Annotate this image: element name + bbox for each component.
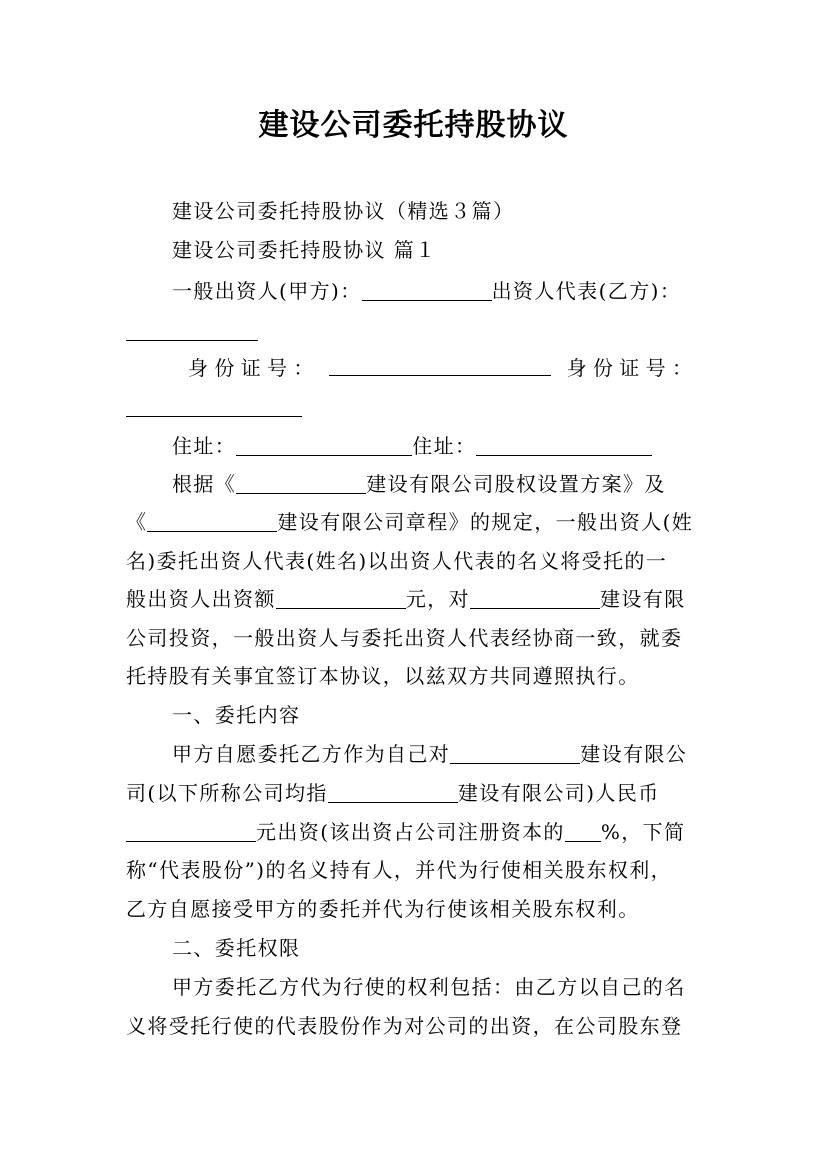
section2-line2: 义将受托行使的代表股份作为对公司的出资，在公司股东登 <box>126 1014 683 1038</box>
text: 般出资人出资额 <box>126 587 276 611</box>
blank <box>470 588 600 609</box>
para1-line1 <box>172 471 752 497</box>
blank <box>328 782 458 803</box>
address-b-blank <box>476 435 652 456</box>
text: %，下简 <box>600 820 686 844</box>
para1-line4 <box>126 586 706 612</box>
party-b-blank <box>126 320 258 341</box>
section1-line2 <box>126 780 706 806</box>
section1-heading: 一、委托内容 <box>172 703 301 727</box>
blank <box>450 743 580 764</box>
section1-line1 <box>172 741 752 767</box>
section2-heading: 二、委托权限 <box>172 936 301 960</box>
address-b-label: 住址： <box>412 434 477 458</box>
party-b-line <box>126 318 706 344</box>
address-a-blank <box>236 435 412 456</box>
blank <box>126 821 256 842</box>
address-line <box>172 433 752 459</box>
document-title: 建设公司委托持股协议 <box>258 108 569 143</box>
heading-line: 建设公司委托持股协议 篇１ <box>172 238 437 262</box>
party-line <box>172 278 752 304</box>
text: 建设有限公司)人民币 <box>457 781 660 805</box>
text: 元，对 <box>405 587 471 611</box>
id-label-b: 身 份 证 号 ： <box>566 356 692 380</box>
party-a-label: 一般出资人(甲方)： <box>172 279 362 303</box>
text: 建设有限 <box>600 587 686 611</box>
text: 甲方自愿委托乙方作为自己对 <box>172 742 451 766</box>
text: 元出资(该出资占公司注册资本的 <box>256 820 565 844</box>
id-b-line <box>126 394 706 420</box>
id-b-blank <box>126 396 302 417</box>
address-a-label: 住址： <box>172 434 237 458</box>
text: 根据《 <box>172 472 237 496</box>
id-line <box>188 355 692 381</box>
blank <box>276 588 406 609</box>
party-b-label: 出资人代表(乙方)： <box>491 279 682 303</box>
para1-line5: 公司投资，一般出资人与委托出资人代表经协商一致，就委 <box>126 626 683 650</box>
section1-line5: 乙方自愿接受甲方的委托并代为行使该相关股东权利。 <box>126 897 640 921</box>
id-label-a: 身 份 证 号 ： <box>188 356 314 380</box>
text: 建设有限公司章程》的规定，一般出资人(姓 <box>277 510 694 534</box>
blank <box>147 511 277 532</box>
blank <box>565 821 601 842</box>
section1-line4: 称“代表股份”)的名义持有人，并代为行使相关股东权利， <box>126 858 673 882</box>
para1-line6: 托持股有关事宜签订本协议，以兹双方共同遵照执行。 <box>126 664 640 688</box>
section2-line1: 甲方委托乙方代为行使的权利包括：由乙方以自己的名 <box>172 975 686 999</box>
blank <box>236 473 366 494</box>
id-a-blank <box>329 355 551 376</box>
text: 《 <box>126 510 148 534</box>
text: 建设有限公司股权设置方案》及 <box>366 472 666 496</box>
party-a-blank <box>362 280 492 301</box>
para1-line3: 名)委托出资人代表(姓名)以出资人代表的名义将受托的一 <box>126 549 668 573</box>
text: 建设有限公 <box>580 742 688 766</box>
text: 司(以下所称公司均指 <box>126 781 328 805</box>
section1-line3 <box>126 819 706 845</box>
intro-line: 建设公司委托持股协议（精选３篇） <box>172 199 515 223</box>
para1-line2 <box>126 509 706 535</box>
